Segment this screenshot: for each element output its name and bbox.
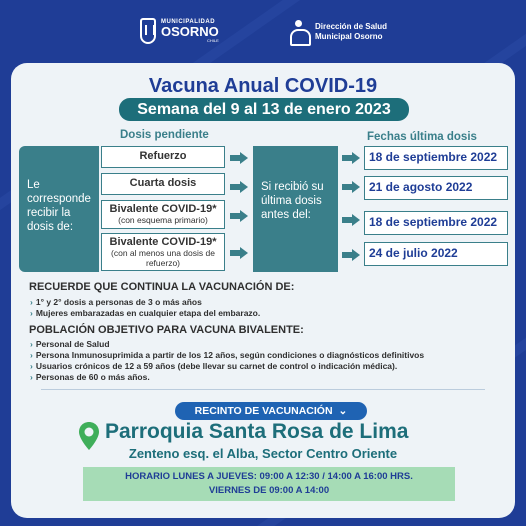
logo-top-text: MUNICIPALIDAD <box>161 19 216 25</box>
last-dose-date: 21 de agosto 2022 <box>364 176 508 200</box>
right-arrow-icon <box>342 214 360 226</box>
pending-dose-header: Dosis pendiente <box>120 129 209 141</box>
page-title: Vacuna Anual COVID-19 <box>148 75 378 97</box>
left-label-line: recibir la <box>27 207 71 219</box>
right-arrow-icon <box>230 152 248 164</box>
venue-label: RECINTO DE VACUNACIÓN ⌄ <box>175 402 367 420</box>
right-arrow-icon <box>342 249 360 261</box>
right-arrow-icon <box>342 181 360 193</box>
week-subtitle: Semana del 9 al 13 de enero 2023 <box>119 98 409 121</box>
middle-label-box <box>253 146 338 272</box>
health-person-icon <box>288 20 310 44</box>
dose-item <box>101 173 225 195</box>
venue-address: Zenteno esq. el Alba, Sector Centro Oriente <box>128 446 398 461</box>
municipal-shield-icon <box>140 18 156 44</box>
health-logo <box>288 20 387 44</box>
middle-label-line: antes del: <box>261 209 311 221</box>
reminder-item: › Mujeres embarazadas en cualquier etapa del embarazo. <box>30 308 261 318</box>
middle-label-line: última dosis <box>261 195 322 207</box>
venue-name: Parroquia Santa Rosa de Lima <box>105 420 409 443</box>
health-logo-line2: Municipal Osorno <box>315 32 383 41</box>
hours-box <box>83 467 455 501</box>
left-label-line: Le <box>27 179 40 191</box>
dose-name: Bivalente COVID-19* <box>109 236 217 248</box>
header <box>0 14 526 54</box>
middle-label-line: Si recibió su <box>261 181 324 193</box>
last-dose-date: 24 de julio 2022 <box>364 242 508 266</box>
left-label-box <box>19 146 99 272</box>
reminder-item: › 1° y 2° dosis a personas de 3 o más años <box>30 297 202 307</box>
dose-note: (con al menos una dosis de refuerzo) <box>111 248 215 268</box>
logo-name-text: OSORNO <box>161 24 219 39</box>
last-dose-date: 18 de septiembre 2022 <box>364 211 508 235</box>
reminder-title: RECUERDE QUE CONTINUA LA VACUNACIÓN DE: <box>29 281 295 293</box>
double-chevron-down-icon: ⌄ <box>338 405 348 417</box>
last-dose-date: 18 de septiembre 2022 <box>364 146 508 170</box>
target-item: › Persona Inmunosuprimida a partir de los 12 años, según condiciones o diagnósticos definitivos <box>30 350 425 360</box>
hours-line: VIERNES DE 09:00 A 14:00 <box>208 485 330 496</box>
target-item: › Personal de Salud <box>30 339 110 349</box>
left-label-line: corresponde <box>27 193 91 205</box>
health-logo-line1: Dirección de Salud <box>315 22 388 31</box>
divider <box>41 389 485 390</box>
right-arrow-icon <box>230 210 248 222</box>
target-item: › Usuarios crónicos de 12 a 59 años (debe llevar su carnet de control o indicación médica). <box>30 361 398 371</box>
right-arrow-icon <box>230 247 248 259</box>
dose-item <box>101 146 225 168</box>
dose-note: (con esquema primario) <box>118 215 208 225</box>
left-label-line: dosis de: <box>27 221 74 233</box>
target-item: › Personas de 60 o más años. <box>30 372 150 382</box>
dose-item <box>101 233 225 271</box>
last-dose-header: Fechas última dosis <box>367 131 477 143</box>
target-title: POBLACIÓN OBJETIVO PARA VACUNA BIVALENTE: <box>29 324 304 336</box>
right-arrow-icon <box>342 152 360 164</box>
info-card <box>11 63 515 518</box>
dose-item <box>101 200 225 229</box>
dose-name: Cuarta dosis <box>129 177 197 189</box>
right-arrow-icon <box>230 181 248 193</box>
municipal-logo <box>140 18 219 44</box>
hours-line: HORARIO LUNES A JUEVES: 09:00 A 12:30 / 14:00 A 16:00 HRS. <box>125 471 413 482</box>
logo-country-text: CHILE <box>207 38 219 43</box>
dose-name: Refuerzo <box>139 150 187 162</box>
dose-name: Bivalente COVID-19* <box>109 203 217 215</box>
